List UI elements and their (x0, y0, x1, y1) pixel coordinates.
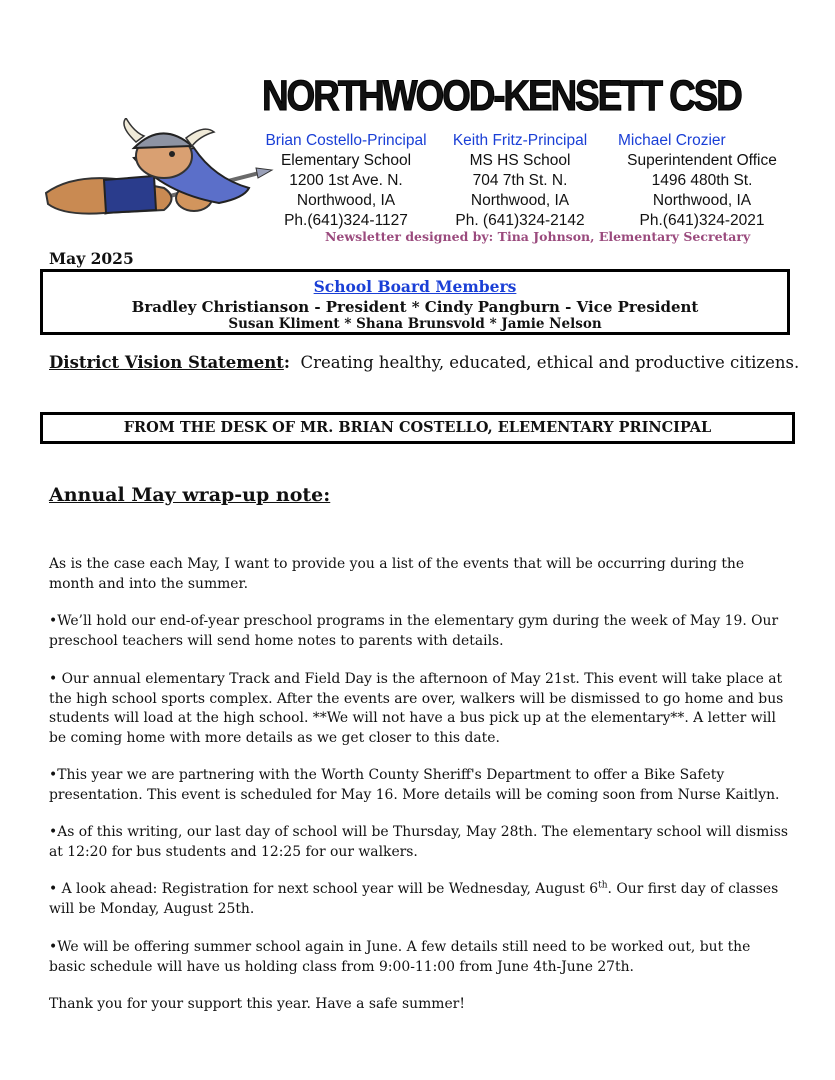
phone: Ph. (641)324-2142 (455, 212, 585, 229)
street-address: 704 7th St. N. (472, 172, 568, 189)
vision-colon: : (283, 353, 290, 372)
paragraph (49, 938, 789, 977)
paragraph (49, 995, 789, 1015)
paragraph (49, 766, 789, 805)
city: Northwood, IA (296, 192, 396, 209)
street-address: 1200 1st Ave. N. (289, 172, 403, 189)
contact-column-elementary (256, 131, 436, 231)
vision-text: Creating healthy, educated, ethical and productive citizens. (300, 353, 800, 372)
school-board-box (40, 269, 790, 335)
paragraph-text: •As of this writing, our last day of school will be Thursday, May 28th. The elementary school will dismiss at 12:20 for bus students and 12:25 for our walkers. (49, 824, 789, 860)
school-board-title[interactable]: School Board Members (313, 277, 517, 296)
paragraph-text: •We will be offering summer school again in June. A few details still need to be worked out, but the basic schedule will have us holding class from 9:00-11:00 from June 4th-June 27th. (49, 939, 751, 975)
paragraph-text: • Our annual elementary Track and Field Day is the afternoon of May 21st. This event will take place at the high school sports complex. After the events are over, walkers will be dismissed to go home and bus students will load at the high school. **We will not have a bus pick up at the elementary**. A letter will be coming home with more details as we get closer to this date. (49, 671, 784, 746)
paragraph (49, 880, 789, 919)
paragraph-text: As is the case each May, I want to provide you a list of the events that will be occurring during the month and into the summer. (49, 556, 745, 592)
wrap-up-heading: Annual May wrap-up note: (49, 484, 331, 506)
desk-heading-box (40, 412, 795, 444)
paragraph (49, 555, 789, 594)
phone: Ph.(641)324-1127 (284, 212, 408, 229)
paragraph (49, 612, 789, 651)
desk-heading: FROM THE DESK OF MR. BRIAN COSTELLO, ELEMENTARY PRINCIPAL (123, 419, 712, 436)
paragraph (49, 670, 789, 748)
paragraph-text-part: . Our first day of classes will be Monday, August 25th. (49, 881, 779, 917)
contact-column-superintendent (612, 131, 792, 231)
vision-statement (49, 353, 799, 372)
board-officers: Bradley Christianson - President * Cindy Pangburn - Vice President (131, 298, 699, 316)
district-title: NORTHWOOD-KENSETT CSD (262, 72, 741, 120)
paragraph-text: Thank you for your support this year. Have a safe summer! (49, 996, 465, 1012)
paragraph-text (49, 880, 789, 919)
principal-name: Brian Costello-Principal (265, 132, 427, 149)
paragraph-text: •We’ll hold our end-of-year preschool programs in the elementary gym during the week of May 19. Our preschool teachers will send home notes to parents with details. (49, 613, 779, 649)
board-members: Susan Kliment * Shana Brunsvold * Jamie Nelson (228, 316, 602, 332)
phone: Ph.(641)324-2021 (639, 212, 765, 229)
office-name: Superintendent Office (627, 152, 777, 169)
city: Northwood, IA (652, 192, 752, 209)
newsletter-credit: Newsletter designed by: Tina Johnson, Elementary Secretary (325, 229, 751, 244)
paragraph-text-part: • A look ahead: Registration for next school year will be Wednesday, August 6 (49, 881, 599, 897)
contact-column-mshs (440, 131, 600, 231)
street-address: 1496 480th St. (651, 172, 753, 189)
superintendent-name: Michael Crozier (618, 132, 726, 149)
paragraph-text: •This year we are partnering with the Worth County Sheriff's Department to offer a Bike Safety presentation. This event is scheduled for May 16. More details will be coming soon from Nurse Kaitlyn. (49, 767, 780, 803)
city: Northwood, IA (470, 192, 570, 209)
issue-date: May 2025 (49, 249, 134, 268)
vision-label: District Vision Statement (49, 353, 284, 372)
paragraph (49, 823, 789, 862)
superscript: th (598, 880, 608, 891)
school-name: Elementary School (280, 152, 412, 169)
school-name: MS HS School (469, 152, 571, 169)
viking-mascot-image (44, 118, 274, 228)
principal-name: Keith Fritz-Principal (452, 132, 588, 149)
